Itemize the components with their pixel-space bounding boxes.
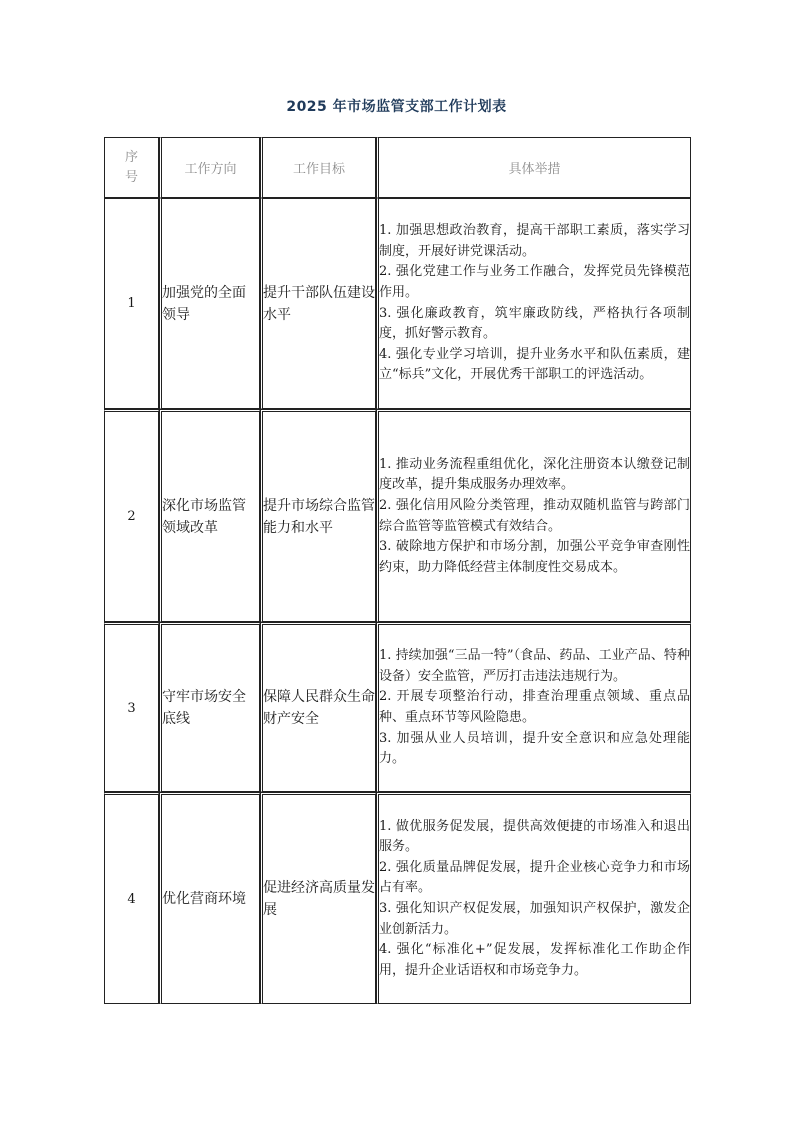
measure-item: 2. 强化质量品牌促发展，提升企业核心竞争力和市场占有率。	[379, 859, 690, 896]
measure-item: 2. 强化信用风险分类管理，推动双随机监管与跨部门综合监管等监管模式有效结合。	[379, 497, 690, 534]
measure-item: 3. 强化知识产权促发展，加强知识产权保护，激发企业创新活力。	[379, 901, 690, 937]
work-plan-table	[104, 137, 691, 1004]
table-row	[104, 622, 691, 792]
header-goal: 工作目标	[260, 137, 376, 198]
row-number: 1	[104, 198, 159, 409]
measure-item: 1. 加强思想政治教育，提高干部职工素质，落实学习制度，开展好讲党课活动。	[379, 223, 690, 259]
work-goal: 提升干部队伍建设水平	[260, 198, 376, 409]
measure-item: 4. 强化“标准化+”促发展，发挥标准化工作助企作用，提升企业话语权和市场竞争力。	[379, 942, 690, 978]
specific-measures	[376, 409, 691, 622]
work-direction: 守牢市场安全底线	[159, 622, 260, 792]
measure-item: 3. 加强从业人员培训，提升安全意识和应急处理能力。	[379, 730, 690, 767]
work-goal: 促进经济高质量发展	[260, 792, 376, 1004]
measure-item: 3. 破除地方保护和市场分割，加强公平竞争审查刚性约束，助力降低经营主体制度性交易成本。	[379, 539, 690, 575]
measure-item: 3. 强化廉政教育，筑牢廉政防线，严格执行各项制度，抓好警示教育。	[379, 305, 690, 342]
header-seq	[104, 137, 159, 198]
work-goal: 提升市场综合监管能力和水平	[260, 409, 376, 622]
table-header-row	[104, 137, 691, 198]
table-row	[104, 409, 691, 622]
table-row	[104, 198, 691, 409]
specific-measures	[376, 792, 691, 1004]
specific-measures	[376, 198, 691, 409]
measure-item: 4. 强化专业学习培训，提升业务水平和队伍素质，建立“标兵”文化，开展优秀干部职工的评选活动。	[379, 346, 690, 383]
work-direction: 深化市场监管领域改革	[159, 409, 260, 622]
document-title: 2025 年市场监管支部工作计划表	[286, 99, 507, 115]
measure-item: 2. 开展专项整治行动，排查治理重点领域、重点品种、重点环节等风险隐患。	[379, 689, 690, 725]
row-number: 3	[104, 622, 159, 792]
header-measures: 具体举措	[376, 137, 691, 198]
measure-item: 2. 强化党建工作与业务工作融合，发挥党员先锋模范作用。	[379, 264, 690, 300]
measure-item: 1. 持续加强“三品一特”（食品、药品、工业产品、特种设备）安全监管，严厉打击违法违规行为。	[379, 648, 690, 684]
table-row	[104, 792, 691, 1004]
row-number: 2	[104, 409, 159, 622]
work-direction: 加强党的全面领导	[159, 198, 260, 409]
header-direction: 工作方向	[159, 137, 260, 198]
row-number: 4	[104, 792, 159, 1004]
work-goal: 保障人民群众生命财产安全	[260, 622, 376, 792]
work-direction: 优化营商环境	[159, 792, 260, 1004]
specific-measures	[376, 622, 691, 792]
header-seq-label: 序号	[124, 149, 138, 185]
measure-item: 1. 推动业务流程重组优化，深化注册资本认缴登记制度改革，提升集成服务办理效率。	[379, 456, 690, 493]
measure-item: 1. 做优服务促发展，提供高效便捷的市场准入和退出服务。	[379, 818, 690, 855]
